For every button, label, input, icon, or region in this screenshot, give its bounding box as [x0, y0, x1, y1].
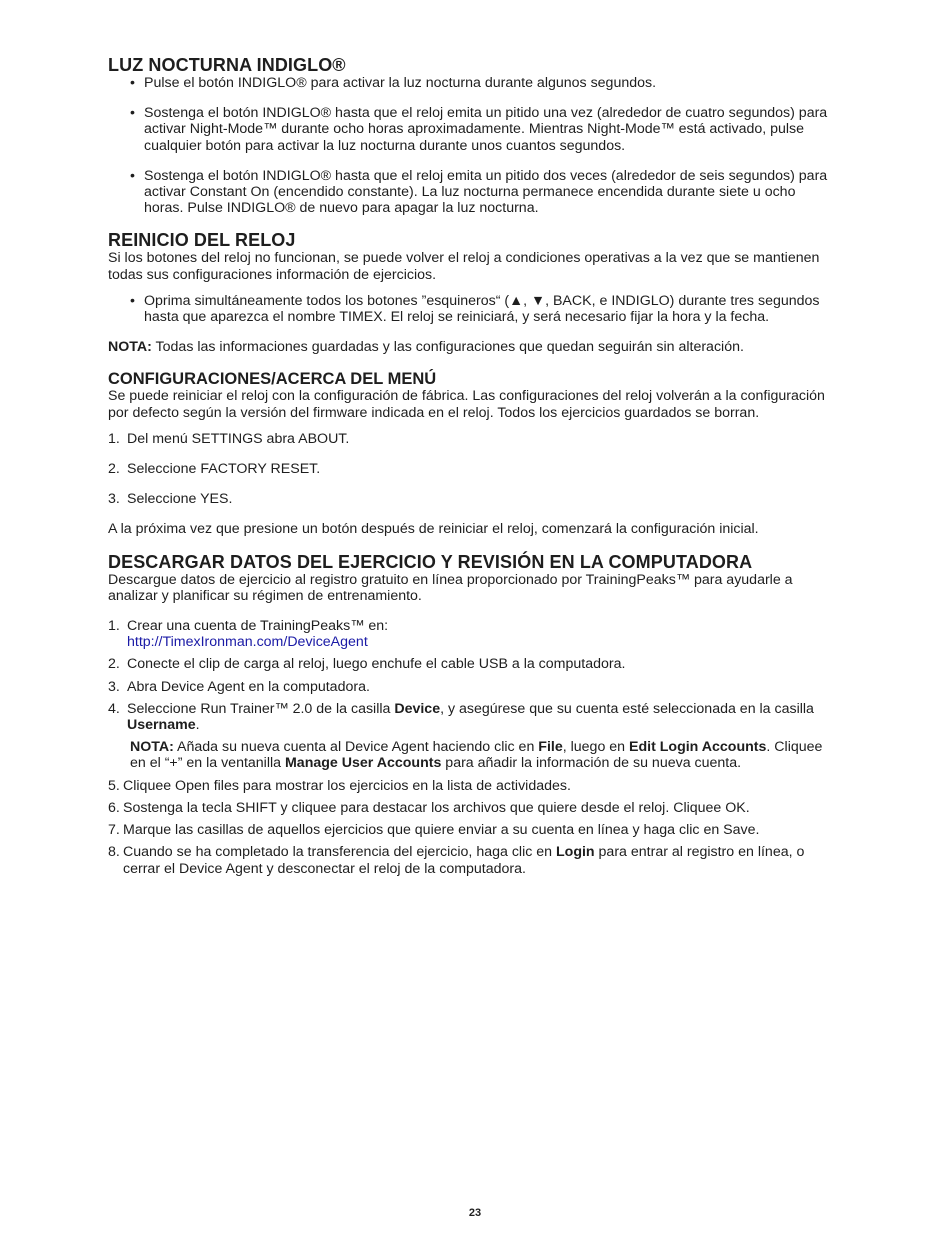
download-step-2	[108, 656, 828, 672]
step-number: 2.	[108, 656, 120, 673]
download-section	[108, 552, 828, 877]
indiglo-bullet-1: • Pulse el botón INDIGLO® para activar la luz nocturna durante algunos segundos.	[108, 75, 828, 91]
download-step-7	[108, 822, 828, 838]
download-step-list-2	[108, 778, 828, 877]
settings-intro: Se puede reiniciar el reloj con la configuración de fábrica. Las configuraciones del reloj volverán a la configuración por defecto según la versión del firmware indicada en el reloj. Todos los ejercicios guardados se borran.	[108, 388, 825, 421]
step4-text-e: .	[195, 717, 200, 734]
step-number: 5.	[108, 777, 120, 794]
settings-step-1	[108, 431, 828, 447]
step-number: 3.	[108, 678, 120, 695]
indiglo-bullet-2: • Sostenga el botón INDIGLO® hasta que el reloj emita un pitido una vez (alrededor de cuatro segundos) para activar Night-Mode™ durante ocho horas aproximadamente. Mientras Night-Mode™ está activado, pulse cualquier botón para activar la luz nocturna durante unos cuantos segundos.	[108, 105, 828, 154]
step-number: 3.	[108, 491, 120, 508]
download-step-1	[108, 618, 828, 650]
note-text-c: , luego en	[562, 739, 629, 756]
download-step-5	[108, 778, 828, 794]
step-text: Crear una cuenta de TrainingPeaks™ en:	[127, 618, 389, 635]
step-text: Marque las casillas de aquellos ejercicios que quiere enviar a su cuenta en línea y haga clic en Save.	[123, 822, 760, 839]
note-text-e: . Cliquee en el “+” en la ventanilla	[130, 739, 823, 772]
indiglo-bullet-list	[108, 75, 828, 216]
reset-note-label: NOTA:	[108, 339, 152, 356]
settings-step-list	[108, 431, 828, 508]
settings-outro: A la próxima vez que presione un botón después de reiniciar el reloj, comenzará la configuración inicial.	[108, 521, 759, 538]
reset-note-text: Todas las informaciones guardadas y las configuraciones que quedan seguirán sin alteración.	[151, 339, 744, 356]
note-text-g: para añadir la información de su nueva cuenta.	[441, 755, 742, 772]
step-number: 6.	[108, 799, 120, 816]
settings-step-3	[108, 491, 828, 507]
step-text: Seleccione YES.	[127, 491, 233, 508]
reset-bullet-1: • Oprima simultáneamente todos los botones ”esquineros“ (▲, ▼, BACK, e INDIGLO) durante tres segundos hasta que aparezca el nombre TIMEX. El reloj se reiniciará, y será necesario fijar la hora y la fecha.	[108, 293, 828, 325]
step-number: 1.	[108, 430, 120, 447]
step-text	[123, 844, 804, 876]
step-number: 7.	[108, 822, 120, 839]
download-step-6	[108, 800, 828, 816]
reset-section	[108, 230, 828, 355]
step-text	[127, 701, 814, 733]
download-note-label: NOTA:	[130, 739, 174, 756]
step-number: 8.	[108, 844, 120, 861]
device-agent-link[interactable]: http://TimexIronman.com/DeviceAgent	[127, 634, 368, 651]
indiglo-section	[108, 55, 828, 216]
note-file: File	[538, 739, 563, 756]
step4-text-c: , y asegúrese que su cuenta esté seleccionada en la casilla	[440, 700, 814, 717]
settings-section	[108, 370, 828, 537]
settings-heading: CONFIGURACIONES/ACERCA DEL MENÚ	[108, 370, 437, 389]
step8-text-a: Cuando se ha completado la transferencia del ejercicio, haga clic en	[123, 844, 556, 861]
note-edit-login: Edit Login Accounts	[629, 739, 767, 756]
indiglo-bullet-3: • Sostenga el botón INDIGLO® hasta que el reloj emita un pitido dos veces (alrededor de seis segundos) para activar Constant On (encendido constante). La luz nocturna permanece encendida durante siete u ocho horas. Pulse INDIGLO® de nuevo para apagar la luz nocturna.	[108, 168, 828, 217]
download-step-8	[108, 844, 828, 876]
step4-device: Device	[394, 700, 441, 717]
step-text: Abra Device Agent en la computadora.	[127, 678, 370, 695]
step4-text-a: Seleccione Run Trainer™ 2.0 de la casilla	[127, 700, 395, 717]
download-intro: Descargue datos de ejercicio al registro gratuito en línea proporcionado por TrainingPeaks™ para ayudarle a analizar y planificar su régimen de entrenamiento.	[108, 571, 793, 604]
step8-login: Login	[555, 844, 595, 861]
step-number: 4.	[108, 700, 120, 717]
download-step-3	[108, 679, 828, 695]
step8-text-c: para entrar al registro en línea, o cerrar el Device Agent y desconectar el reloj de la computadora.	[123, 844, 805, 877]
step-number: 1.	[108, 618, 120, 635]
settings-step-2	[108, 461, 828, 477]
step-number: 2.	[108, 461, 120, 478]
step-text: Cliquee Open files para mostrar los ejercicios en la lista de actividades.	[123, 777, 571, 794]
download-heading: DESCARGAR DATOS DEL EJERCICIO Y REVISIÓN EN LA COMPUTADORA	[108, 551, 753, 572]
step4-username: Username	[127, 717, 196, 734]
step-text: Del menú SETTINGS abra ABOUT.	[127, 430, 350, 447]
note-text-a: Añada su nueva cuenta al Device Agent haciendo clic en	[173, 739, 539, 756]
indiglo-heading: LUZ NOCTURNA INDIGLO®	[108, 55, 346, 75]
reset-intro: Si los botones del reloj no funcionan, se puede volver el reloj a condiciones operativas a la vez que se mantienen todas sus configuraciones información de ejercicios.	[108, 250, 820, 283]
download-step-4	[108, 701, 828, 733]
note-manage-users: Manage User Accounts	[284, 755, 442, 772]
reset-bullet-list	[108, 293, 828, 325]
page-number: 23	[468, 1207, 482, 1219]
reset-note	[108, 339, 828, 355]
step-text: Seleccione FACTORY RESET.	[127, 461, 321, 478]
step-text: Conecte el clip de carga al reloj, luego enchufe el cable USB a la computadora.	[127, 656, 626, 673]
reset-heading: REINICIO DEL RELOJ	[108, 230, 296, 251]
download-note	[108, 739, 828, 771]
manual-page	[108, 55, 828, 877]
download-step-list	[108, 618, 828, 733]
step-text: Sostenga la tecla SHIFT y cliquee para destacar los archivos que quiere desde el reloj. Cliquee OK.	[123, 799, 750, 816]
